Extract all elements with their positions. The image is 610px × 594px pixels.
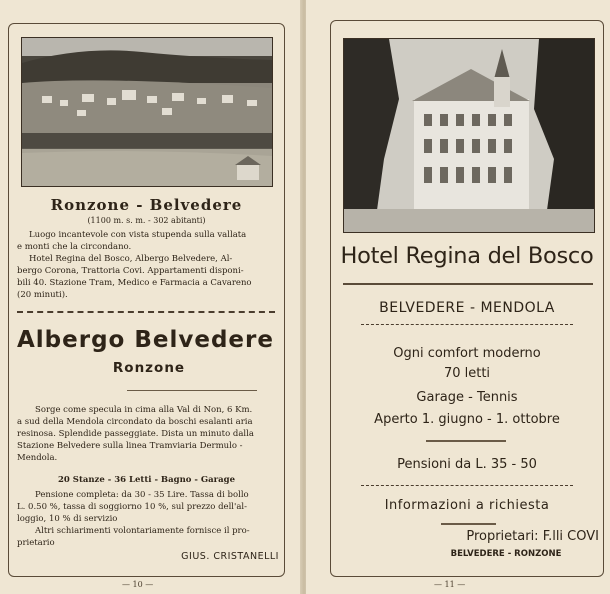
albergo-price-line: Pensione completa: da 30 - 35 Lire. Tassa di bollo — [35, 490, 249, 500]
hotel-info: Informazioni a richiesta — [384, 498, 550, 513]
ronzone-hotels-line: bili 40. Stazione Tram, Medico e Farmacia a Cavareno — [17, 278, 252, 288]
hotel-illustration — [344, 39, 594, 232]
right-page — [306, 0, 610, 594]
hotel-name-rule — [343, 283, 593, 285]
pensions-divider — [361, 485, 573, 486]
season-divider — [426, 440, 506, 442]
location-divider — [361, 324, 573, 325]
ronzone-village-photo — [21, 37, 273, 187]
hotel-amenities: Garage - Tennis — [416, 390, 518, 405]
ronzone-hotels-line: bergo Corona, Trattoria Covi. Appartamenti disponi- — [17, 266, 244, 276]
hotel-location: BELVEDERE - MENDOLA — [379, 300, 555, 316]
albergo-price-line: loggio, 10 % di servizio — [17, 514, 118, 524]
ronzone-body-line: Luogo incantevole con vista stupenda sulla vallata — [29, 230, 247, 240]
info-divider — [441, 523, 496, 525]
hotel-pensions: Pensioni da L. 35 - 50 — [397, 457, 537, 472]
place-underline — [127, 390, 257, 391]
hotel-photo — [343, 38, 595, 233]
albergo-place: Ronzone — [112, 360, 186, 376]
albergo-extra-line: prietario — [17, 538, 55, 548]
ronzone-body-line: e monti che la circondano. — [17, 242, 132, 252]
page-number-right: — 11 — — [434, 580, 466, 589]
albergo-desc-line: Mendola. — [17, 453, 58, 463]
village-illustration — [22, 38, 272, 186]
ronzone-subtitle: (1100 m. s. m. - 302 abitanti) — [87, 216, 206, 225]
left-page-frame — [8, 23, 285, 577]
right-page-frame — [330, 20, 604, 577]
hotel-beds: 70 letti — [443, 366, 491, 381]
hotel-owner: Proprietari: F.lli COVI — [466, 529, 599, 544]
albergo-desc-line: Stazione Belvedere sulla linea Tramviaria Dermulo - — [17, 441, 243, 451]
ronzone-hotels-line: Hotel Regina del Bosco, Albergo Belvedere, Al- — [29, 254, 233, 264]
albergo-desc-line: resinosa. Splendide passeggiate. Dista un minuto dalla — [17, 429, 254, 439]
ronzone-title: Ronzone - Belvedere — [50, 196, 243, 214]
ronzone-hotels-line: (20 minuti). — [17, 290, 68, 300]
hotel-name: Hotel Regina del Bosco — [340, 243, 594, 269]
albergo-features: 20 Stanze - 36 Letti - Bagno - Garage — [58, 475, 235, 485]
page-number-left: — 10 — — [122, 580, 154, 589]
albergo-desc-line: a sud della Mendola circondato da boschi esalanti aria — [17, 417, 253, 427]
hotel-owner-location: BELVEDERE - RONZONE — [450, 549, 562, 559]
albergo-name: Albergo Belvedere — [17, 327, 274, 353]
albergo-extra-line: Altri schiarimenti volontariamente fornisce il pro- — [35, 526, 250, 536]
albergo-price-line: L. 0.50 %, tassa di soggiorno 10 %, sul prezzo dell'al- — [17, 502, 248, 512]
albergo-owner: GIUS. CRISTANELLI — [181, 551, 279, 562]
section-divider — [17, 311, 275, 313]
hotel-comfort: Ogni comfort moderno — [393, 346, 541, 361]
hotel-season: Aperto 1. giugno - 1. ottobre — [374, 412, 560, 427]
albergo-desc-line: Sorge come specula in cima alla Val di Non, 6 Km. — [35, 405, 253, 415]
left-page — [0, 0, 303, 594]
